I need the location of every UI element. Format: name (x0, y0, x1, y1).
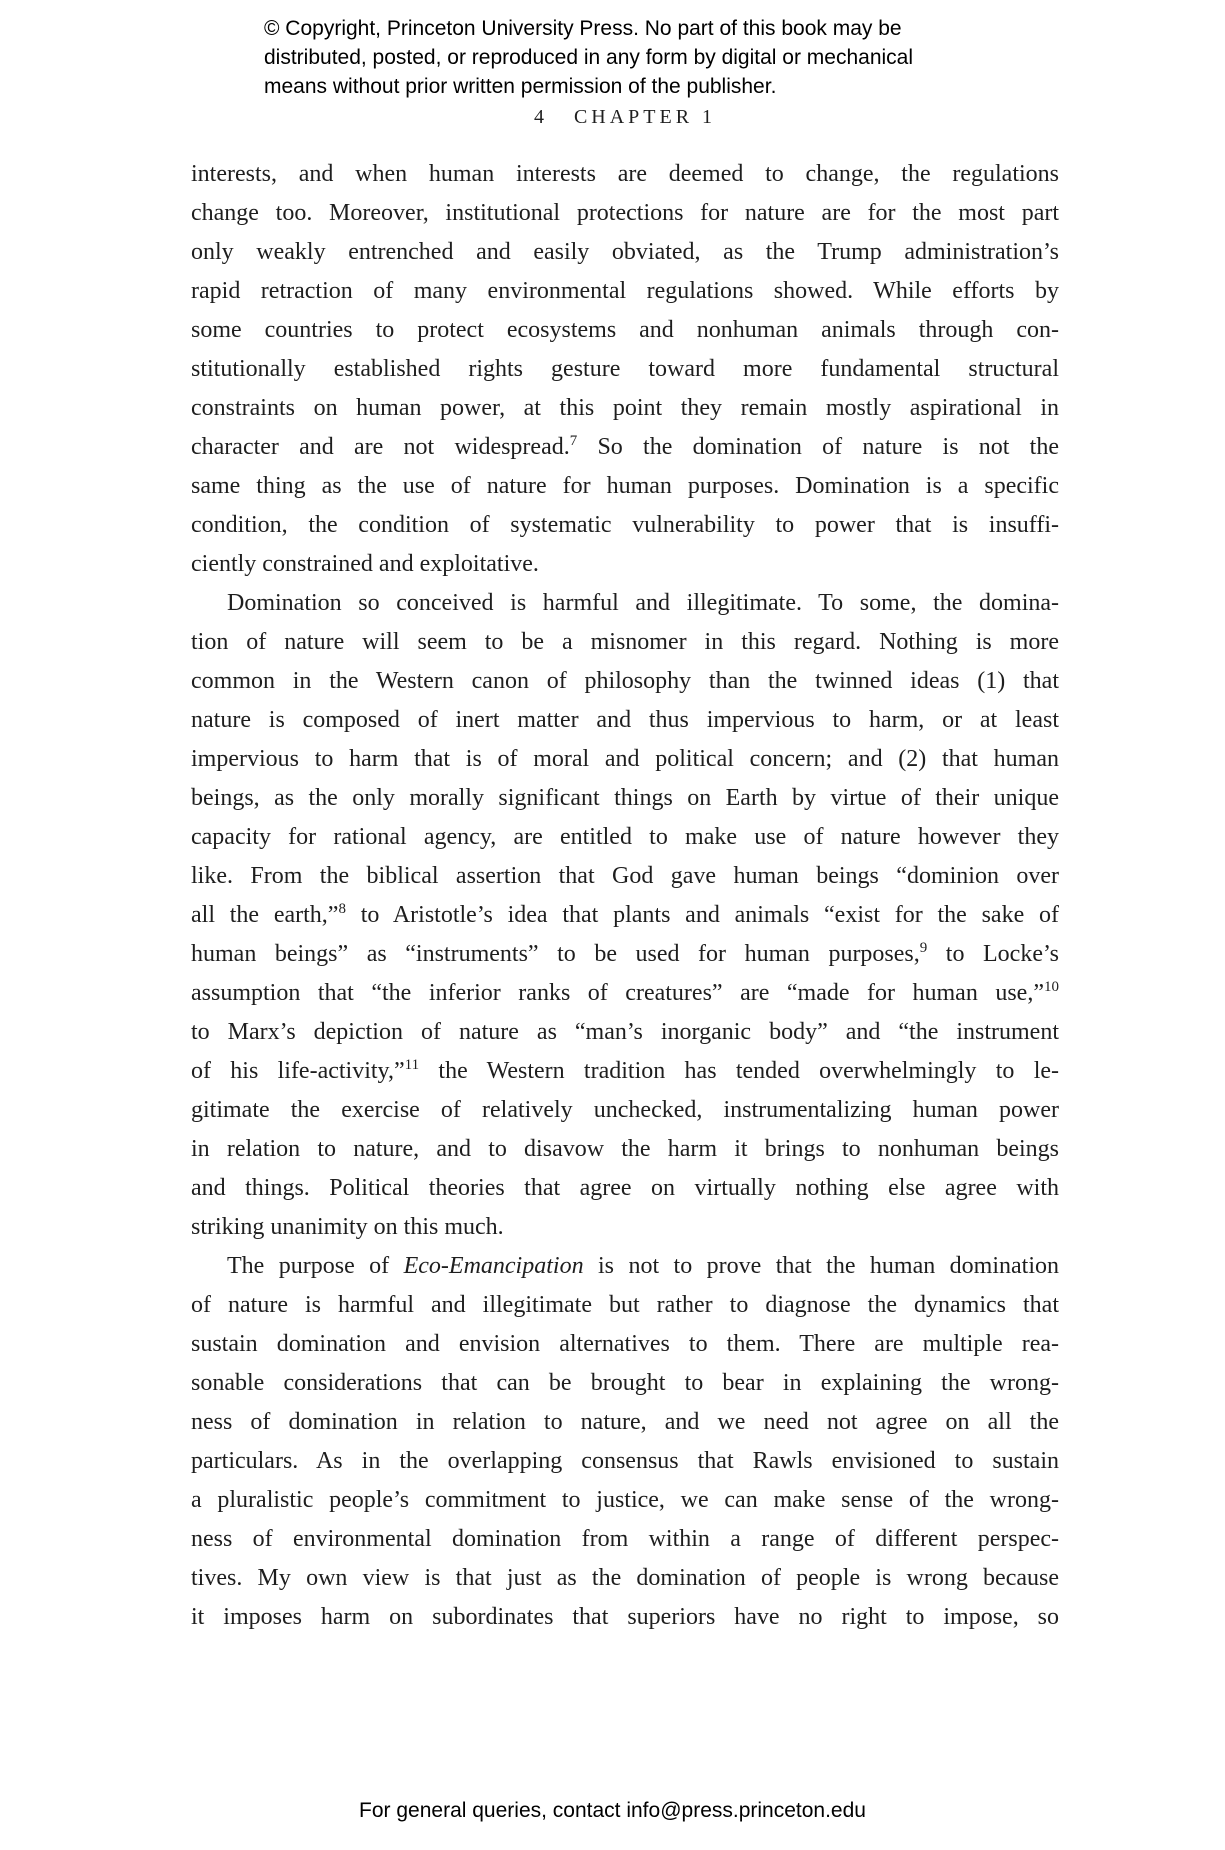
text-line: assumption that “the inferior ranks of creatures” are “made for human use,”$^{10}$ (191, 979, 1059, 1006)
copyright-line: distributed, posted, or reproduced in any form by digital or mechanical (264, 46, 914, 69)
text-line: The purpose of Eco-Emancipation is not to prove that the human domination (227, 1253, 1059, 1279)
text-line: gitimate the exercise of relatively unchecked, instrumentalizing human power (191, 1097, 1059, 1123)
text-line: of his life-activity,”$^{11}$ the Western tradition has tended overwhelmingly to le- (191, 1057, 1059, 1084)
running-header (191, 106, 1059, 129)
text-line: constraints on human power, at this point they remain mostly aspirational in (191, 395, 1059, 421)
footnote-reference: 8 (338, 901, 346, 917)
text-line: rapid retraction of many environmental regulations showed. While efforts by (191, 278, 1059, 304)
text-line: some countries to protect ecosystems and nonhuman animals through con- (191, 317, 1059, 343)
text-line: sustain domination and envision alternatives to them. There are multiple rea- (191, 1331, 1059, 1357)
text-line: striking unanimity on this much. (191, 1214, 504, 1240)
footnote-reference: 7 (569, 433, 578, 449)
footnote-reference: 11 (404, 1057, 420, 1073)
text-line: tives. My own view is that just as the domination of people is wrong because (191, 1565, 1059, 1591)
chapter-running-head: CHAPTER 1 (573, 106, 717, 128)
text-line: impervious to harm that is of moral and political concern; and (2) that human (191, 746, 1059, 772)
text-line: human beings” as “instruments” to be used for human purposes,$^9$ to Locke’s (191, 940, 1059, 967)
body-text (191, 155, 1059, 1637)
book-title-italic: Eco-Emancipation (403, 1253, 584, 1279)
text-line: in relation to nature, and to disavow the harm it brings to nonhuman beings (191, 1136, 1059, 1162)
copyright-line: © Copyright, Princeton University Press. No part of this book may be (264, 17, 902, 40)
page-number: 4 (533, 106, 544, 128)
text-line: ciently constrained and exploitative. (191, 551, 539, 577)
text-line: all the earth,”$^8$ to Aristotle’s idea that plants and animals “exist for the sake of (191, 901, 1059, 928)
text-line: only weakly entrenched and easily obviated, as the Trump administration’s (191, 239, 1059, 265)
text-line: beings, as the only morally significant things on Earth by virtue of their unique (191, 785, 1059, 811)
copyright-line: means without prior written permission of the publisher. (264, 75, 777, 98)
text-line: character and are not widespread.$^7$ So the domination of nature is not the (191, 433, 1059, 460)
text-line: same thing as the use of nature for human purposes. Domination is a specific (191, 473, 1059, 499)
text-line: ness of domination in relation to nature, and we need not agree on all the (191, 1409, 1059, 1435)
text-line: and things. Political theories that agree on virtually nothing else agree with (191, 1175, 1059, 1201)
text-line: change too. Moreover, institutional protections for nature are for the most part (191, 200, 1059, 226)
footnote-reference: 9 (919, 940, 928, 956)
text-line: stitutionally established rights gesture toward more fundamental structural (191, 356, 1059, 382)
footnote-reference: 10 (1044, 979, 1059, 995)
text-line: ness of environmental domination from within a range of different perspec- (191, 1526, 1059, 1552)
text-line: sonable considerations that can be brought to bear in explaining the wrong- (191, 1370, 1059, 1396)
text-line: a pluralistic people’s commitment to justice, we can make sense of the wrong- (191, 1487, 1059, 1513)
text-line: to Marx’s depiction of nature as “man’s inorganic body” and “the instrument (191, 1019, 1059, 1045)
text-line: Domination so conceived is harmful and illegitimate. To some, the domina- (227, 590, 1059, 616)
text-line: tion of nature will seem to be a misnomer in this regard. Nothing is more (191, 629, 1059, 655)
text-line: it imposes harm on subordinates that superiors have no right to impose, so (191, 1604, 1059, 1630)
copyright-notice (264, 14, 913, 101)
text-line: particulars. As in the overlapping consensus that Rawls envisioned to sustain (191, 1448, 1059, 1474)
text-line: common in the Western canon of philosophy than the twinned ideas (1) that (191, 668, 1059, 694)
text-line: interests, and when human interests are deemed to change, the regulations (191, 161, 1059, 187)
text-line: condition, the condition of systematic vulnerability to power that is insuffi- (191, 512, 1059, 538)
footer-query-note: For general queries, contact info@press.princeton.edu (359, 1799, 866, 1822)
text-line: nature is composed of inert matter and thus impervious to harm, or at least (191, 707, 1059, 733)
text-line: like. From the biblical assertion that God gave human beings “dominion over (191, 863, 1059, 889)
text-line: capacity for rational agency, are entitled to make use of nature however they (191, 824, 1059, 850)
text-line: of nature is harmful and illegitimate but rather to diagnose the dynamics that (191, 1292, 1059, 1318)
